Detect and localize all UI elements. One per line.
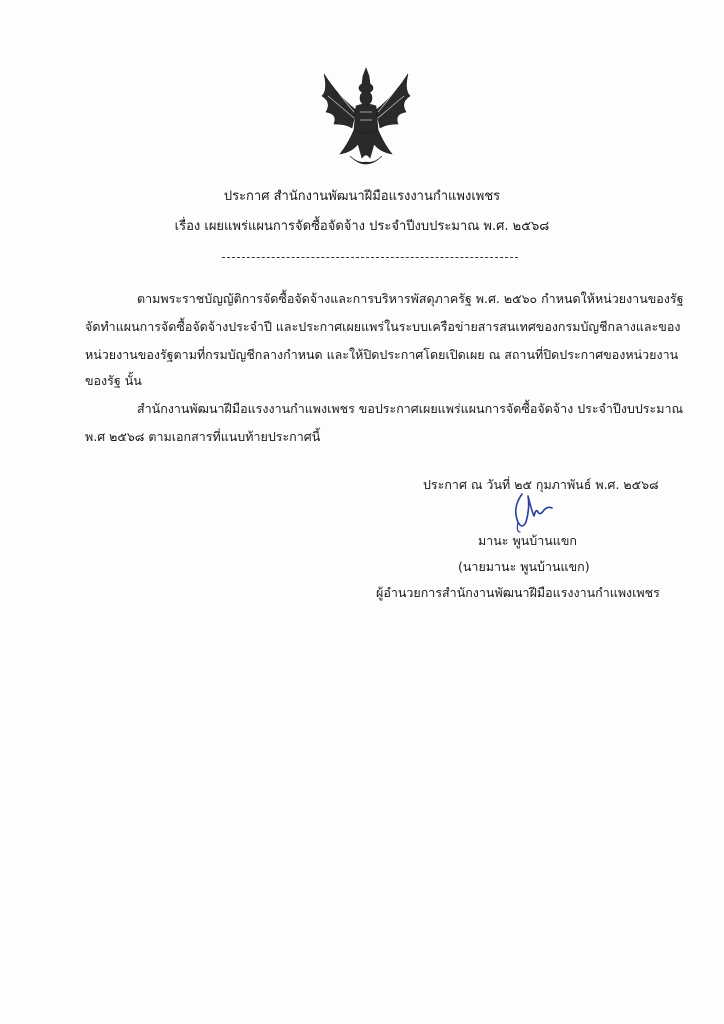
- handwritten-signature-icon: [508, 488, 554, 534]
- paragraph-2-line: สำนักงานพัฒนาฝีมือแรงงานกำแพงเพชร ขอประกาศเผยแพร่แผนการจัดซื้อจัดจ้าง ประจำปีงบประมาณ: [137, 401, 684, 416]
- announcement-title: ประกาศ สำนักงานพัฒนาฝีมือแรงงานกำแพงเพชร: [223, 189, 501, 204]
- announcement-subject: เรื่อง เผยแพร่แผนการจัดซื้อจัดจ้าง ประจำปีงบประมาณ พ.ศ. ๒๕๖๘: [174, 219, 550, 234]
- garuda-emblem-icon: [318, 66, 414, 172]
- paragraph-1-line: จัดทำแผนการจัดซื้อจัดจ้างประจำปี และประกาศเผยแพร่ในระบบเครือข่ายสารสนเทศของกรมบัญชีกลางและของ: [85, 319, 681, 334]
- paragraph-1-line: ตามพระราชบัญญัติการจัดซื้อจัดจ้างและการบริหารพัสดุภาครัฐ พ.ศ. ๒๕๖๐ กำหนดให้หน่วยงานของรัฐ: [137, 291, 684, 306]
- separator-line: [222, 257, 518, 258]
- signer-name: มานะ พูนบ้านแขก: [478, 533, 577, 548]
- paragraph-1-line: ของรัฐ นั้น: [85, 373, 142, 388]
- paragraph-1-line: หน่วยงานของรัฐตามที่กรมบัญชีกลางกำหนด และให้ปิดประกาศโดยเปิดเผย ณ สถานที่ปิดประกาศของหน่วยงาน: [85, 347, 679, 362]
- paragraph-2-line: พ.ศ ๒๕๖๘ ตามเอกสารที่แนบท้ายประกาศนี้: [85, 429, 321, 444]
- signer-full-name: (นายมานะ พูนบ้านแขก): [458, 559, 590, 574]
- signer-position: ผู้อำนวยการสำนักงานพัฒนาฝีมือแรงงานกำแพงเพชร: [376, 585, 660, 600]
- announcement-date: ประกาศ ณ วันที่ ๒๕ กุมภาพันธ์ พ.ศ. ๒๕๖๘: [423, 477, 659, 492]
